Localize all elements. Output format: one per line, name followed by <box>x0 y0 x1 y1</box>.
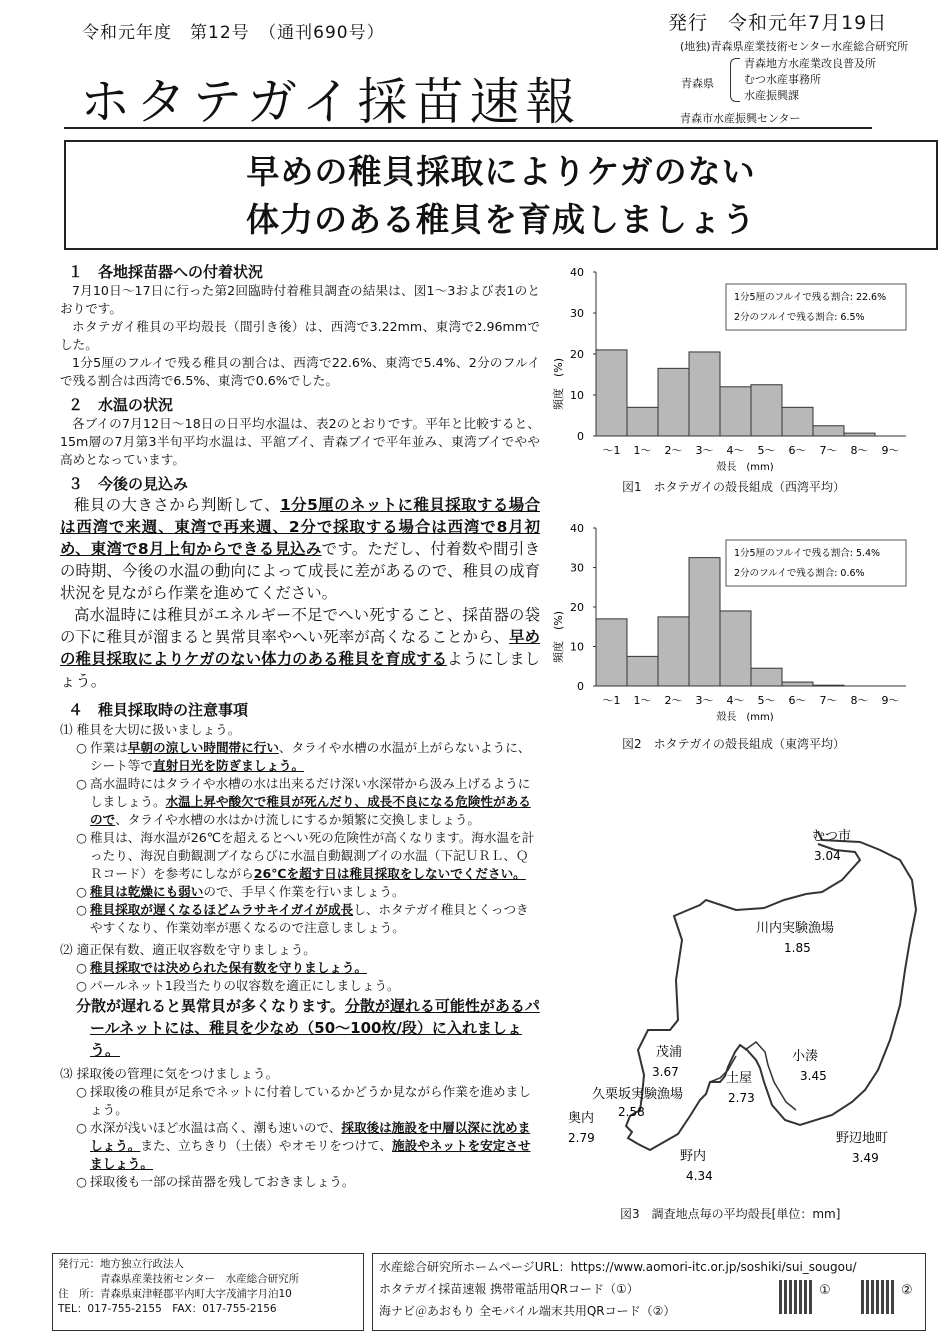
headline-line: 早めの稚貝採取によりケガのない <box>246 152 756 191</box>
y-tick-label: 0 <box>577 430 584 443</box>
x-tick-label: ～1 <box>602 694 621 707</box>
city-org-name: 青森市水産振興センター <box>680 112 801 125</box>
bay-map <box>560 820 930 1200</box>
qr-marker: ② <box>901 1283 913 1298</box>
section-title: １ 各地採苗器への付着状況 <box>68 263 264 281</box>
bar <box>813 685 844 686</box>
map-label: 茂浦 <box>656 1045 683 1060</box>
links-box <box>372 1253 926 1331</box>
x-tick-label: 4～ <box>726 444 745 457</box>
list-item: ○ 稚貝採取では決められた保有数を守りましょう。 <box>76 960 368 975</box>
map-value: 2.58 <box>618 1105 645 1119</box>
x-tick-label: 9～ <box>881 444 900 457</box>
bar <box>751 668 782 686</box>
map-label: 土屋 <box>726 1071 753 1086</box>
qr-marker: ① <box>819 1283 831 1298</box>
x-tick-label: 7～ <box>819 444 838 457</box>
sub-heading: ⑵ 適正保有数、適正収容数を守りましょう。 <box>60 942 316 957</box>
annotation-box <box>726 540 906 586</box>
x-tick-label: 9～ <box>881 694 900 707</box>
institute-name: (地独)青森県産業技術センター水産総合研究所 <box>680 40 909 53</box>
qr-label: ホタテガイ採苗速報 携帯電話用QRコード（①） <box>379 1282 639 1296</box>
map-label: 奥内 <box>568 1111 595 1126</box>
paragraph: 各ブイの7月12日～18日の日平均水温は、表2のとおりです。平年と比較すると、15m層の7月第3半旬平均水温は、平舘ブイ、青森ブイで平年並み、東湾ブイでやや高めとなっています。 <box>60 416 540 467</box>
map-value: 3.04 <box>814 849 841 863</box>
x-tick-label: 1～ <box>633 694 652 707</box>
bar <box>689 558 720 686</box>
section-title: ２ 水温の状況 <box>68 396 174 414</box>
publisher-box <box>52 1253 364 1331</box>
publish-date: 発行 令和元年7月19日 <box>668 12 888 34</box>
qr-code-icon[interactable] <box>861 1280 895 1314</box>
issue-number: 令和元年度 第12号 （通刊690号） <box>82 23 385 43</box>
x-tick-label: 7～ <box>819 694 838 707</box>
y-tick-label: 40 <box>570 522 584 535</box>
bar <box>658 368 689 436</box>
map-label: 久栗坂実験漁場 <box>592 1087 684 1102</box>
bar <box>689 352 720 436</box>
figure-caption: 図3 調査地点毎の平均殻長[単位：mm] <box>620 1207 841 1221</box>
org-brace <box>730 58 740 102</box>
list-item-emphasis: 分散が遅れると異常貝が多くなります。分散が遅れる可能性があるパールネットには、稚貝を少なめ（50～100枚/段）に入れましょう。 <box>76 997 540 1059</box>
headline-box <box>64 140 938 250</box>
publisher-line: 青森県産業技術センター 水産総合研究所 <box>100 1273 300 1285</box>
headline-line: 体力のある稚貝を育成しましょう <box>246 200 756 239</box>
section-title: ４ 稚貝採取時の注意事項 <box>68 701 249 719</box>
paragraph: 稚貝の大きさから判断して、1分5厘のネットに稚貝採取する場合は西湾で来週、東湾で再来週、2分で採取する場合は西湾で8月初め、東湾で8月上旬からできる見込みです。ただし、付着数や間引きの時期、今後の水温の動向によって成長に差があるので、稚貝の成育状況を見ながら作業を進めてください。 <box>60 496 540 602</box>
emphasis: 1分5厘のネットに稚貝採取する場合は西湾で来週、東湾で再来週、2分で採取する場合は西湾で8月初め、東湾で8月上旬からできる見込み <box>60 496 540 558</box>
list-item: ○ 水深が浅いほど水温は高く、潮も速いので、採取後は施設を中層以深に沈めましょう。また、立ちきり（土俵）やオモリをつけて、施設やネットを安定させましょう。 <box>76 1120 531 1171</box>
map-label: 野辺地町 <box>836 1131 889 1146</box>
homepage-url[interactable]: 水産総合研究所ホームページURL：https://www.aomori-itc.or.jp/soshiki/sui_sougou/ <box>379 1260 857 1274</box>
x-tick-label: 4～ <box>726 694 745 707</box>
bar <box>658 617 689 686</box>
list-item: ○ 稚貝は、海水温が26℃を超えるとへい死の危険性が高くなります。海水温を計ったり、海況自動観測ブイならびに水温自動観測ブイの水温（下記ＵＲＬ、ＱＲコード）を参考にしながら26℃を超す日は稚貝採取をしないでください。 <box>76 830 535 881</box>
publisher-line: 発行元：地方独立行政法人 <box>58 1258 184 1270</box>
qr-label: 海ナビ＠あおもり 全モバイル端末共用QRコード（②） <box>379 1304 676 1318</box>
section-title: ３ 今後の見込み <box>68 475 189 493</box>
x-axis-label: 殻長 (mm) <box>716 712 774 723</box>
tel-line: TEL：017-755-2155 FAX：017-755-2156 <box>58 1303 277 1315</box>
map-value: 3.67 <box>652 1065 679 1079</box>
y-axis-label: 頻度 (%) <box>552 610 565 664</box>
annotation-text: 2分のフルイで残る割合: 6.5% <box>734 312 865 323</box>
prefecture-label: 青森県 <box>681 77 714 90</box>
y-tick-label: 10 <box>570 389 584 402</box>
map-label: むつ市 <box>812 829 852 844</box>
paragraph: 高水温時には稚貝がエネルギー不足でへい死すること、採苗器の袋の下に稚貝が溜まると異常貝率やへい死率が高くなることから、早めの稚貝採取によりケガのない体力のある稚貝を育成するようにしましょう。 <box>60 606 540 690</box>
x-tick-label: ～1 <box>602 444 621 457</box>
bar <box>627 656 658 686</box>
x-tick-label: 6～ <box>788 444 807 457</box>
list-item: ○ パールネット1段当たりの収容数を適正にしましょう。 <box>76 978 400 993</box>
coastline <box>626 832 916 1150</box>
list-item: ○ 作業は早朝の涼しい時間帯に行い、タライや水槽の水温が上がらないように、シート等で直射日光を防ぎましょう。 <box>76 740 531 773</box>
paragraph: 1分5厘のフルイで残る稚貝の割合は、西湾で22.6%、東湾で5.4%、2分のフルイで残る割合は西湾で6.5%、東湾で0.6%でした。 <box>60 355 540 388</box>
masthead-title: ホタテガイ採苗速報 <box>80 73 582 131</box>
org-name: むつ水産事務所 <box>744 73 821 86</box>
bar <box>720 387 751 436</box>
bar <box>813 426 844 436</box>
emphasis: 早めの稚貝採取によりケガのない体力のある稚貝を育成する <box>60 628 540 668</box>
chart-east-bay <box>548 518 928 726</box>
bar <box>844 433 875 436</box>
x-tick-label: 8～ <box>850 444 869 457</box>
x-tick-label: 6～ <box>788 694 807 707</box>
annotation-text: 1分5厘のフルイで残る割合: 5.4% <box>734 548 881 559</box>
address-line: 住 所：青森県東津軽郡平内町大字茂浦字月泊10 <box>58 1288 292 1300</box>
org-name: 青森地方水産業改良普及所 <box>744 57 876 70</box>
paragraph: 7月10日～17日に行った第2回臨時付着稚貝調査の結果は、図1～3および表1のとおりです。 <box>60 283 540 316</box>
map-value: 1.85 <box>784 941 811 955</box>
y-tick-label: 20 <box>570 348 584 361</box>
masthead-rule <box>64 127 872 129</box>
sub-heading: ⑶ 採取後の管理に気をつけましょう。 <box>60 1066 279 1081</box>
map-value: 3.45 <box>800 1069 827 1083</box>
list-item: ○ 高水温時にはタライや水槽の水は出来るだけ深い水深帯から汲み上げるようにしましょう。水温上昇や酸欠で稚貝が死んだり、成長不良になる危険性があるので、タライや水槽の水はかけ流しにするか頻繁に交換しましょう。 <box>76 776 531 827</box>
x-tick-label: 3～ <box>695 694 714 707</box>
list-item: ○ 採取後も一部の採苗器を残しておきましょう。 <box>76 1174 355 1189</box>
bar <box>720 611 751 686</box>
x-axis-label: 殻長 (mm) <box>716 462 774 473</box>
x-tick-label: 5～ <box>757 444 776 457</box>
org-name: 水産振興課 <box>744 89 799 102</box>
x-tick-label: 8～ <box>850 694 869 707</box>
map-label: 川内実験漁場 <box>756 921 835 936</box>
map-label: 野内 <box>680 1149 707 1164</box>
sub-heading: ⑴ 稚貝を大切に扱いましょう。 <box>60 722 241 737</box>
bar <box>596 350 627 436</box>
bar <box>751 385 782 436</box>
map-label: 小湊 <box>792 1049 819 1064</box>
y-tick-label: 40 <box>570 266 584 279</box>
annotation-text: 2分のフルイで残る割合: 0.6% <box>734 568 865 579</box>
x-tick-label: 1～ <box>633 444 652 457</box>
y-tick-label: 20 <box>570 601 584 614</box>
list-item: ○ 稚貝は乾燥にも弱いので、手早く作業を行いましょう。 <box>76 884 405 899</box>
y-tick-label: 10 <box>570 640 584 654</box>
map-value: 2.79 <box>568 1131 595 1145</box>
bar <box>782 407 813 436</box>
paragraph: ホタテガイ稚貝の平均殻長（間引き後）は、西湾で3.22mm、東湾で2.96mmでした。 <box>60 319 540 352</box>
x-tick-label: 2～ <box>664 694 683 707</box>
bar <box>627 407 658 436</box>
x-tick-label: 5～ <box>757 694 776 707</box>
annotation-text: 1分5厘のフルイで残る割合: 22.6% <box>734 292 887 303</box>
qr-code-icon[interactable] <box>779 1280 813 1314</box>
annotation-box <box>726 284 906 330</box>
x-tick-label: 3～ <box>695 444 714 457</box>
y-tick-label: 30 <box>570 561 584 575</box>
bar <box>596 619 627 686</box>
y-axis-label: 頻度 (%) <box>552 357 565 411</box>
list-item: ○ 採取後の稚貝が足糸でネットに付着しているかどうか見ながら作業を進めましょう。 <box>76 1084 531 1117</box>
bar <box>782 682 813 686</box>
map-value: 4.34 <box>686 1169 713 1183</box>
y-tick-label: 0 <box>577 680 584 693</box>
map-value: 3.49 <box>852 1151 879 1165</box>
article-column <box>60 260 540 1191</box>
figure-caption: 図2 ホタテガイの殻長組成（東湾平均） <box>622 737 846 751</box>
figure-caption: 図1 ホタテガイの殻長組成（西湾平均） <box>622 480 846 494</box>
y-tick-label: 30 <box>570 307 584 320</box>
x-tick-label: 2～ <box>664 444 683 457</box>
list-item: ○ 稚貝採取が遅くなるほどムラサキイガイが成長し、ホタテガイ稚貝とくっつきやすくなり、作業効率が悪くなるので注意しましょう。 <box>76 902 529 935</box>
map-value: 2.73 <box>728 1091 755 1105</box>
chart-west-bay <box>548 262 928 484</box>
